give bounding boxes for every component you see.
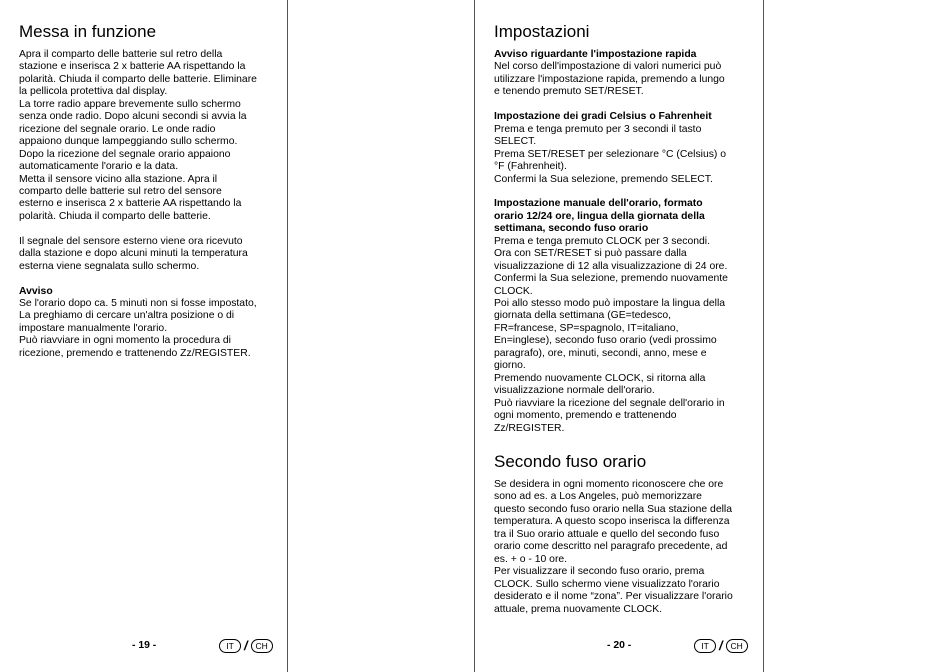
page-right xyxy=(474,0,764,672)
page-footer xyxy=(0,638,287,658)
page-title: Messa in funzione xyxy=(19,22,157,41)
country-badges xyxy=(219,638,273,653)
section-title-second-timezone: Secondo fuso orario xyxy=(494,452,647,472)
country-badge-ch: CH xyxy=(251,639,273,653)
gutter xyxy=(288,0,474,672)
country-badges xyxy=(694,638,748,653)
sensor-paragraph: Il segnale del sensore esterno viene ora ricevuto dalla stazione e dopo alcuni minuti la temperatura esterna viene segnalata sullo schermo. xyxy=(19,235,248,272)
country-badge-ch: CH xyxy=(726,639,748,653)
slash-separator: / xyxy=(719,638,723,653)
section-text-quick-setting: Nel corso dell'impostazione di valori numerici può utilizzare l'impostazione rapida, premendo a lungo e tenendo premuto SET/RESET. xyxy=(494,61,725,98)
page-title: Impostazioni xyxy=(494,22,590,41)
right-content xyxy=(494,21,752,628)
notice-text: Se l'orario dopo ca. 5 minuti non si fosse impostato, La preghiamo di cercare un'altra posizione o di impostare manualmente l'orario. Può riavviare in ogni momento la procedura di ricezione, premendo e trattenendo Zz/REGISTER. xyxy=(19,298,257,359)
country-badge-it: IT xyxy=(219,639,241,653)
page-footer xyxy=(475,638,763,658)
section-heading-celsius: Impostazione dei gradi Celsius o Fahrenheit xyxy=(494,111,712,123)
slash-separator: / xyxy=(244,638,248,653)
section-text-manual-time: Prema e tenga premuto CLOCK per 3 secondi. Ora con SET/RESET si può passare dalla visualizzazione di 12 alla visualizzazione di 24 ore. Confermi la Sua selezione, premendo nuovamente CLOCK. Poi allo stesso modo può impostare la lingua della giornata della settimana (GE=tedesco, FR=francese, SP=spagnolo, IT=italiano, En=inglese), secondo fuso orario (vedi prossimo paragrafo), ore, minuti, secondi, anno, mese e giorno. Premendo nuovamente CLOCK, si ritorna alla visualizzazione normale dell'orario. Può riavviare la ricezione del segnale dell'orario in ogni momento, premendo e trattenendo Zz/REGISTER. xyxy=(494,235,728,434)
page-number: - 19 - xyxy=(132,640,157,651)
section-text-celsius: Prema e tenga premuto per 3 secondi il tasto SELECT. Prema SET/RESET per selezionare °C (Celsius) o °F (Fahrenheit). Confermi la Sua selezione, premendo SELECT. xyxy=(494,123,727,185)
section-heading-manual-time: Impostazione manuale dell'orario, formato orario 12/24 ore, lingua della giornata della settimana, secondo fuso orario xyxy=(494,198,705,235)
section-heading-quick-setting: Avviso riguardante l'impostazione rapida xyxy=(494,49,697,60)
left-content xyxy=(19,21,277,373)
setup-paragraph: Apra il comparto delle batterie sul retro della stazione e inserisca 2 x batterie AA rispettando la polarità. Chiuda il comparto delle batterie. Eliminare la pellicola protettiva dal display. La torre radio appare brevemente sullo schermo senza onde radio. Dopo alcuni secondi si avvia la ricezione del segnale orario. Le onde radio appaiono dunque lampeggiando sullo schermo. Dopo la ricezione del segnale orario appaiono automaticamente l'orario e la data. Metta il sensore vicino alla stazione. Apra il comparto delle batterie sul retro del sensore esterno e inserisca 2 x batterie AA rispettando la polarità. Chiuda il comparto delle batterie. xyxy=(19,49,257,222)
country-badge-it: IT xyxy=(694,639,716,653)
page-left xyxy=(0,0,288,672)
notice-heading: Avviso xyxy=(19,285,53,297)
section-text-second-timezone: Se desidera in ogni momento riconoscere che ore sono ad es. a Los Angeles, può memorizzare questo secondo fuso orario nella Sua stazione della temperatura. A questo scopo inserisca la differenza tra il Suo orario attuale e quello del secondo fuso orario come descritto nel paragrafo precedente, ad es. + o - 10 ore. Per visualizzare il secondo fuso orario, prema CLOCK. Sullo schermo viene visualizzato l'orario desiderato e il nome “zona”. Per visualizzare l'orario attuale, prema nuovamente CLOCK. xyxy=(494,479,733,615)
page-number: - 20 - xyxy=(607,640,632,651)
